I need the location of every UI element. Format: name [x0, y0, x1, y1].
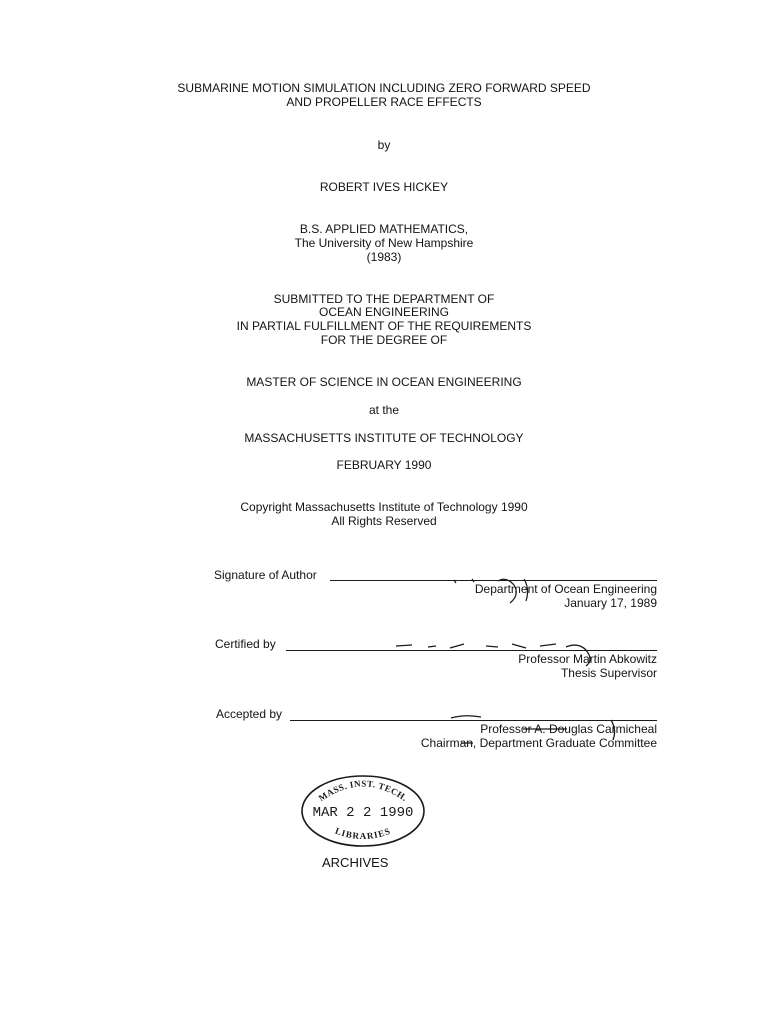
copyright-line-1: Copyright Massachusetts Institute of Technology 1990 — [240, 500, 528, 514]
author-signature-department: Department of Ocean Engineering — [474, 582, 657, 596]
accepted-by-label: Accepted by — [216, 707, 283, 721]
stamp-top-text: MASS. INST. TECH. — [316, 778, 410, 804]
thesis-title-line-2: AND PROPELLER RACE EFFECTS — [286, 95, 482, 109]
thesis-supervisor-name: Professor Martin Abkowitz — [518, 652, 657, 666]
stamp-date-text: MAR 2 2 1990 — [312, 805, 414, 821]
submission-line-3: IN PARTIAL FULFILLMENT OF THE REQUIREMENTS — [236, 319, 532, 333]
committee-chairman-name: Professor A. Douglas Carmicheal — [480, 722, 657, 736]
by-text: by — [377, 138, 391, 152]
institution-name: MASSACHUSETTS INSTITUTE OF TECHNOLOGY — [244, 431, 524, 445]
certified-by-label: Certified by — [215, 637, 276, 651]
prior-degree-line-2: The University of New Hampshire — [294, 236, 474, 250]
copyright-line-2: All Rights Reserved — [331, 514, 437, 528]
library-received-stamp — [300, 774, 426, 848]
thesis-supervisor-title: Thesis Supervisor — [560, 666, 657, 680]
submission-line-4: FOR THE DEGREE OF — [320, 333, 448, 347]
archives-label: ARCHIVES — [322, 855, 389, 870]
committee-chairman-title: Chairman, Department Graduate Committee — [420, 736, 657, 750]
prior-degree-line-1: B.S. APPLIED MATHEMATICS, — [299, 222, 469, 236]
author-signature-date: January 17, 1989 — [564, 596, 657, 610]
stamp-bottom-text: LIBRARIES — [333, 825, 393, 842]
prior-degree-line-3: (1983) — [366, 250, 402, 264]
svg-text:LIBRARIES — [334, 826, 392, 841]
submission-line-1: SUBMITTED TO THE DEPARTMENT OF — [273, 292, 495, 306]
degree-name: MASTER OF SCIENCE IN OCEAN ENGINEERING — [246, 375, 522, 389]
thesis-title-line-1: SUBMARINE MOTION SIMULATION INCLUDING ZERO FORWARD SPEED — [177, 81, 591, 95]
author-name: ROBERT IVES HICKEY — [319, 180, 449, 194]
at-the-text: at the — [368, 403, 400, 417]
author-signature-label: Signature of Author — [214, 568, 317, 582]
submission-date: FEBRUARY 1990 — [336, 458, 432, 472]
submission-line-2: OCEAN ENGINEERING — [318, 305, 450, 319]
